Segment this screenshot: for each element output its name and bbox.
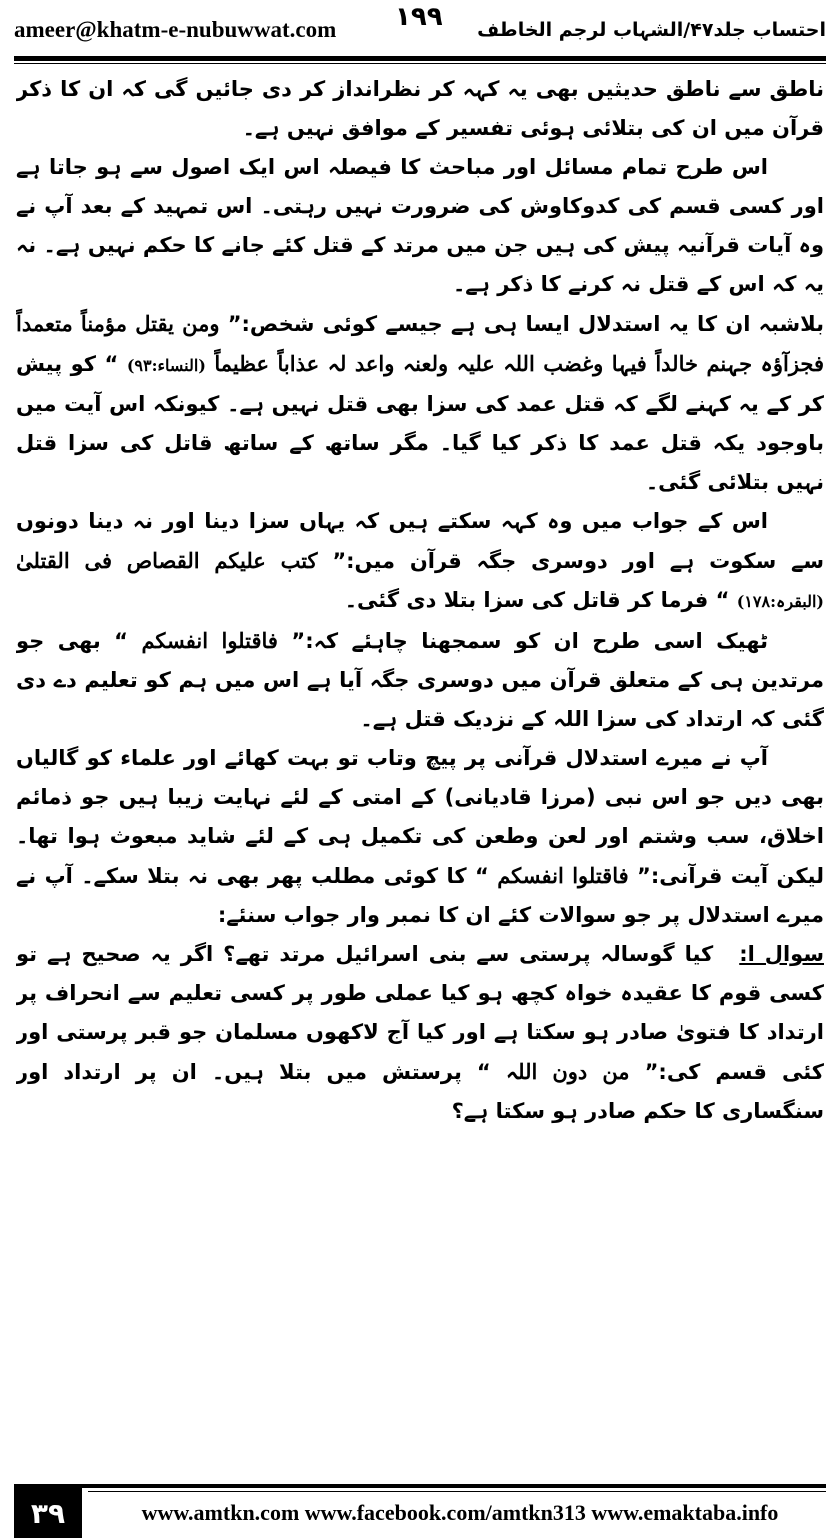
paragraph-text: اس کے جواب میں وہ کہہ سکتے ہیں کہ یہاں سزا دینا اور نہ دینا دونوں سے سکوت ہے اور دوسری جگہ قرآن میں:” <box>16 509 824 573</box>
verse-reference: (البقرہ:۱۷۸) <box>736 592 824 611</box>
header-email: ameer@khatm-e-nubuwwat.com <box>14 17 337 42</box>
paragraph-2 <box>16 148 824 304</box>
footer-page-box: ۳۹ <box>14 1488 82 1538</box>
footer-rule-thick <box>14 1484 826 1488</box>
paragraph-text: اس طرح تمام مسائل اور مباحث کا فیصلہ اس ایک اصول سے ہو جاتا ہے اور کسی قسم کی کدوکاوش کی ضرورت نہیں رہتی۔ اس تمہید کے بعد آپ نے وہ آیات قرآنیہ پیش کی ہیں جن میں مرتد کے قتل کئے جانے کا حکم نہیں ہے۔ نہ یہ کہ اس کے قتل نہ کرنے کا ذکر ہے۔ <box>16 155 824 296</box>
quran-quote: فاقتلوا انفسکم <box>497 863 629 888</box>
footer-rule-thin <box>88 1491 826 1492</box>
question-1 <box>16 935 824 1131</box>
paragraph-text: “ فرما کر قاتل کی سزا بتلا دی گئی۔ <box>344 588 730 612</box>
quran-quote: فاقتلوا انفسکم <box>141 628 278 653</box>
verse-reference: (النساء:۹۳) <box>126 356 206 375</box>
header-page-number: ۱۹۹ <box>395 2 443 32</box>
question-label: سوال ا: <box>739 942 824 966</box>
paragraph-6 <box>16 739 824 935</box>
paragraph-text: ٹھیک اسی طرح ان کو سمجھنا چاہئے کہ:” <box>291 629 768 653</box>
footer-urls: www.amtkn.com www.facebook.com/amtkn313 www.emaktaba.info <box>141 1500 779 1525</box>
paragraph-5 <box>16 621 824 739</box>
paragraph-1 <box>16 70 824 148</box>
paragraph-text: “ کو پیش کر کے یہ کہنے لگے کہ قتل عمد کی سزا بھی قتل نہیں ہے۔ کیونکہ اس آیت میں باوجود یکہ قتل عمد کا ذکر کیا گیا۔ مگر ساتھ کے ساتھ قاتل کی سزا قتل نہیں بتلائی گئی۔ <box>16 352 824 494</box>
paragraph-text: کیا گوسالہ پرستی سے بنی اسرائیل مرتد تھے؟ اگر یہ صحیح ہے تو کسی قوم کا عقیدہ خواہ کچھ ہو کیا عملی طور پر کسی تعلیم سے انحراف پر ارتداد کا فتویٰ صادر ہو سکتا ہے اور کیا آج لاکھوں مسلمان جو قبر پرستی اور کئی قسم کی:” <box>16 942 824 1084</box>
page-body <box>16 70 824 1472</box>
paragraph-text: “ پرستش میں بتلا ہیں۔ ان پر ارتداد اور سنگساری کا حکم صادر ہو سکتا ہے؟ <box>16 1060 824 1123</box>
quran-quote: کتب علیکم القصاص فی القتلیٰ <box>16 548 318 573</box>
quran-quote: من دون اللہ <box>505 1059 630 1084</box>
paragraph-text: “ کا کوئی مطلب پھر بھی نہ بتلا سکے۔ آپ نے میرے استدلال پر جو سوالات کئے ان کا نمبر وار جواب سنئے: <box>16 864 824 927</box>
paragraph-3 <box>16 304 824 502</box>
header-rule-thick <box>14 56 826 61</box>
header-rule-thin <box>14 63 826 64</box>
header-book-title: احتساب جلد۴۷/الشہاب لرجم الخاطف <box>477 19 826 41</box>
paragraph-text: بلاشبہ ان کا یہ استدلال ایسا ہی ہے جیسے کوئی شخص:” <box>227 312 824 336</box>
quran-quote: ومن یقتل مؤمناً متعمداً فجزآؤہ جہنم خالداً فیہا وغضب اللہ علیہ ولعنہ واعد لہ عذاباً عظیماً <box>16 311 824 376</box>
paragraph-4 <box>16 502 824 621</box>
paragraph-text: ناطق سے ناطق حدیثیں بھی یہ کہہ کر نظرانداز کر دی جائیں گی کہ ان کا ذکر قرآن میں ان کی بتلائی ہوئی تفسیر کے موافق نہیں ہے۔ <box>16 77 824 140</box>
paragraph-text: آپ نے میرے استدلال قرآنی پر پیچ وتاب تو بہت کھائے اور علماء کو گالیاں بھی دیں جو اس نبی (مرزا قادیانی) کے امتی کے لئے نہایت زیبا ہیں جو ذمائم اخلاق، سب وشتم اور لعن وطعن کی تکمیل ہی کے لئے شاید مبعوث ہوا تھا۔ لیکن آیت قرآنی:” <box>16 746 824 888</box>
paragraph-text: “ بھی جو مرتدین ہی کے متعلق قرآن میں دوسری جگہ آیا ہے اس میں ہم کو تعلیم دے دی گئی کہ ارتداد کی سزا اللہ کے نزدیک قتل ہے۔ <box>16 629 824 731</box>
